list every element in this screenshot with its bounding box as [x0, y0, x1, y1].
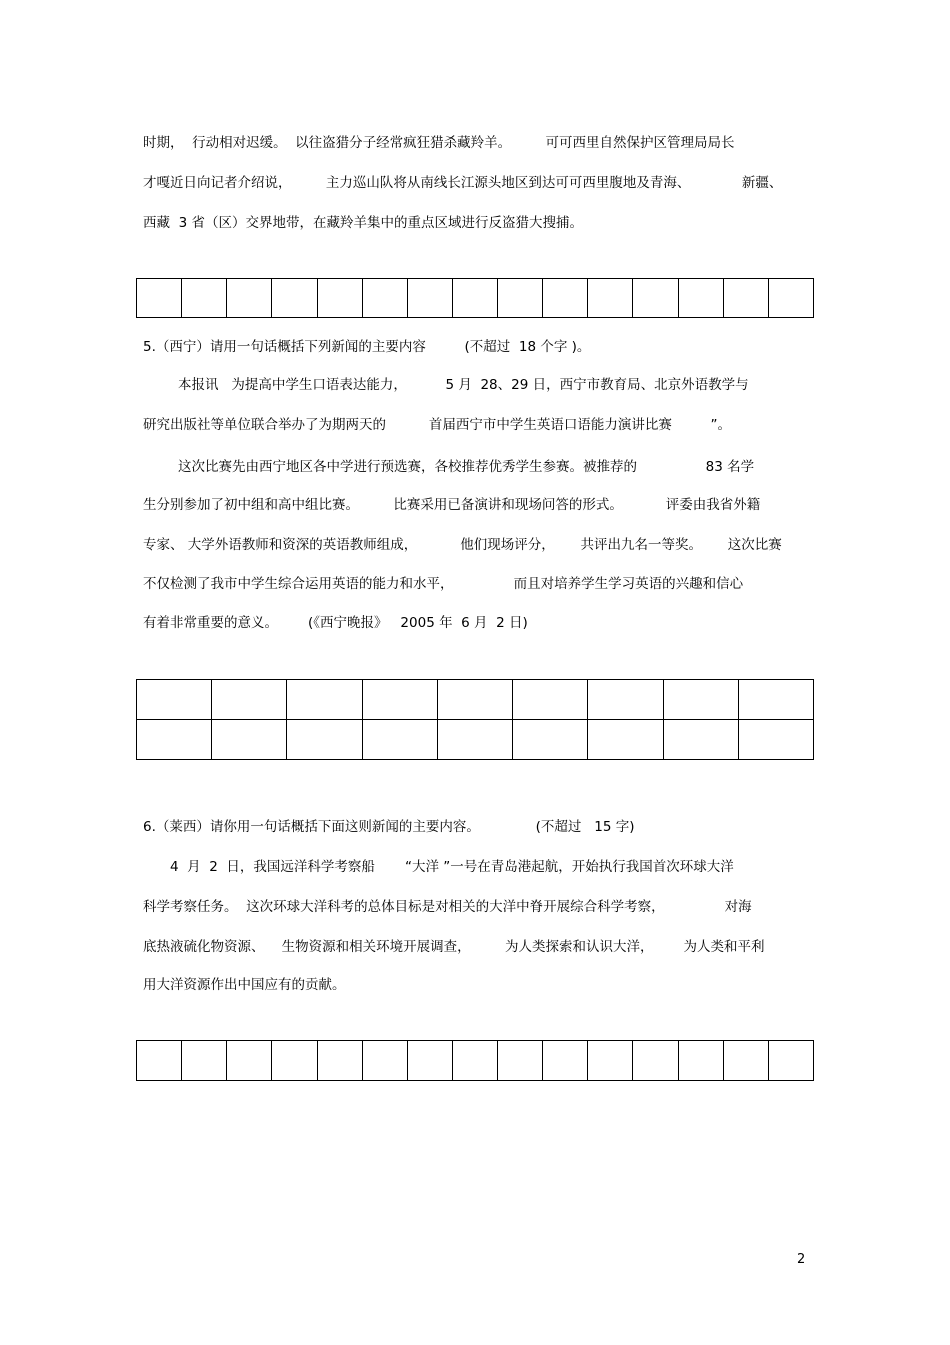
answer-cell[interactable]	[407, 279, 452, 318]
answer-cell[interactable]	[362, 279, 407, 318]
answer-cell[interactable]	[588, 1041, 633, 1081]
grid-row	[137, 720, 814, 760]
answer-cell[interactable]	[317, 1041, 362, 1081]
answer-cell[interactable]	[678, 279, 723, 318]
answer-cell[interactable]	[137, 720, 212, 760]
answer-cell[interactable]	[317, 279, 362, 318]
answer-cell[interactable]	[452, 279, 497, 318]
q5-para2-line-2: 生分别参加了初中组和高中组比赛。 比赛采用已备演讲和现场问答的形式。 评委由我省外籍	[143, 497, 761, 513]
answer-cell[interactable]	[543, 279, 588, 318]
answer-cell[interactable]	[437, 680, 512, 720]
grid-row	[137, 279, 814, 318]
answer-cell[interactable]	[768, 279, 813, 318]
q6-para-line-2: 科学考察任务。 这次环球大洋科考的总体目标是对相关的大洋中脊开展综合科学考察， 对海	[143, 899, 752, 915]
answer-cell[interactable]	[513, 680, 588, 720]
page-number: 2	[797, 1252, 806, 1267]
answer-cell[interactable]	[588, 680, 663, 720]
answer-cell[interactable]	[723, 1041, 768, 1081]
grid-row	[137, 1041, 814, 1081]
answer-cell[interactable]	[182, 1041, 227, 1081]
answer-cell[interactable]	[272, 279, 317, 318]
q5-para2-line-5: 有着非常重要的意义。 (《西宁晚报》 2005 年 6 月 2 日)	[143, 615, 528, 631]
answer-grid-3[interactable]	[136, 1040, 814, 1081]
answer-cell[interactable]	[588, 279, 633, 318]
intro-line-1: 时期， 行动相对迟缓。 以往盗猎分子经常疯狂猎杀藏羚羊。 可可西里自然保护区管理局局长	[143, 135, 735, 151]
answer-cell[interactable]	[287, 680, 362, 720]
question-5-prompt: 5.（西宁）请用一句话概括下列新闻的主要内容 (不超过 18 个字 )。	[143, 339, 591, 355]
answer-cell[interactable]	[663, 680, 738, 720]
answer-cell[interactable]	[272, 1041, 317, 1081]
answer-cell[interactable]	[137, 680, 212, 720]
answer-grid-1[interactable]	[136, 278, 814, 318]
answer-cell[interactable]	[543, 1041, 588, 1081]
answer-cell[interactable]	[498, 279, 543, 318]
answer-cell[interactable]	[738, 680, 813, 720]
answer-cell[interactable]	[287, 720, 362, 760]
q5-para1-line-1: 本报讯 为提高中学生口语表达能力， 5 月 28、29 日，西宁市教育局、北京外语教学与	[178, 377, 749, 393]
answer-cell[interactable]	[212, 680, 287, 720]
answer-cell[interactable]	[362, 1041, 407, 1081]
answer-cell[interactable]	[182, 279, 227, 318]
q5-para2-line-4: 不仅检测了我市中学生综合运用英语的能力和水平， 而且对培养学生学习英语的兴趣和信心	[143, 576, 744, 592]
answer-cell[interactable]	[723, 279, 768, 318]
q5-para2-line-3: 专家、 大学外语教师和资深的英语教师组成， 他们现场评分， 共评出九名一等奖。 这次比赛	[143, 537, 782, 553]
answer-cell[interactable]	[212, 720, 287, 760]
intro-line-2: 才嘎近日向记者介绍说， 主力巡山队将从南线长江源头地区到达可可西里腹地及青海、 新疆、	[143, 175, 783, 191]
answer-cell[interactable]	[663, 720, 738, 760]
answer-cell[interactable]	[137, 1041, 182, 1081]
answer-cell[interactable]	[452, 1041, 497, 1081]
answer-cell[interactable]	[437, 720, 512, 760]
answer-cell[interactable]	[633, 1041, 678, 1081]
answer-cell[interactable]	[137, 279, 182, 318]
answer-cell[interactable]	[362, 680, 437, 720]
answer-cell[interactable]	[738, 720, 813, 760]
intro-line-3: 西藏 3 省（区）交界地带，在藏羚羊集中的重点区域进行反盗猎大搜捕。	[143, 215, 583, 231]
answer-cell[interactable]	[362, 720, 437, 760]
question-6-prompt: 6.（莱西）请你用一句话概括下面这则新闻的主要内容。 (不超过 15 字)	[143, 819, 635, 835]
answer-cell[interactable]	[588, 720, 663, 760]
q5-para1-line-2: 研究出版社等单位联合举办了为期两天的 首届西宁市中学生英语口语能力演讲比赛 ”。	[143, 417, 732, 433]
q6-para-line-1: 4 月 2 日，我国远洋科学考察船 “大洋 ”一号在青岛港起航，开始执行我国首次环球大洋	[170, 859, 734, 875]
answer-grid-2[interactable]	[136, 679, 814, 760]
q6-para-line-3: 底热液硫化物资源、 生物资源和相关环境开展调查， 为人类探索和认识大洋， 为人类和平利	[143, 939, 765, 955]
answer-cell[interactable]	[407, 1041, 452, 1081]
q6-para-line-4: 用大洋资源作出中国应有的贡献。	[143, 977, 346, 993]
answer-cell[interactable]	[227, 279, 272, 318]
answer-cell[interactable]	[678, 1041, 723, 1081]
answer-cell[interactable]	[227, 1041, 272, 1081]
answer-cell[interactable]	[633, 279, 678, 318]
answer-cell[interactable]	[768, 1041, 813, 1081]
answer-cell[interactable]	[498, 1041, 543, 1081]
answer-cell[interactable]	[513, 720, 588, 760]
grid-row	[137, 680, 814, 720]
q5-para2-line-1: 这次比赛先由西宁地区各中学进行预选赛，各校推荐优秀学生参赛。被推荐的 83 名学	[178, 459, 755, 475]
